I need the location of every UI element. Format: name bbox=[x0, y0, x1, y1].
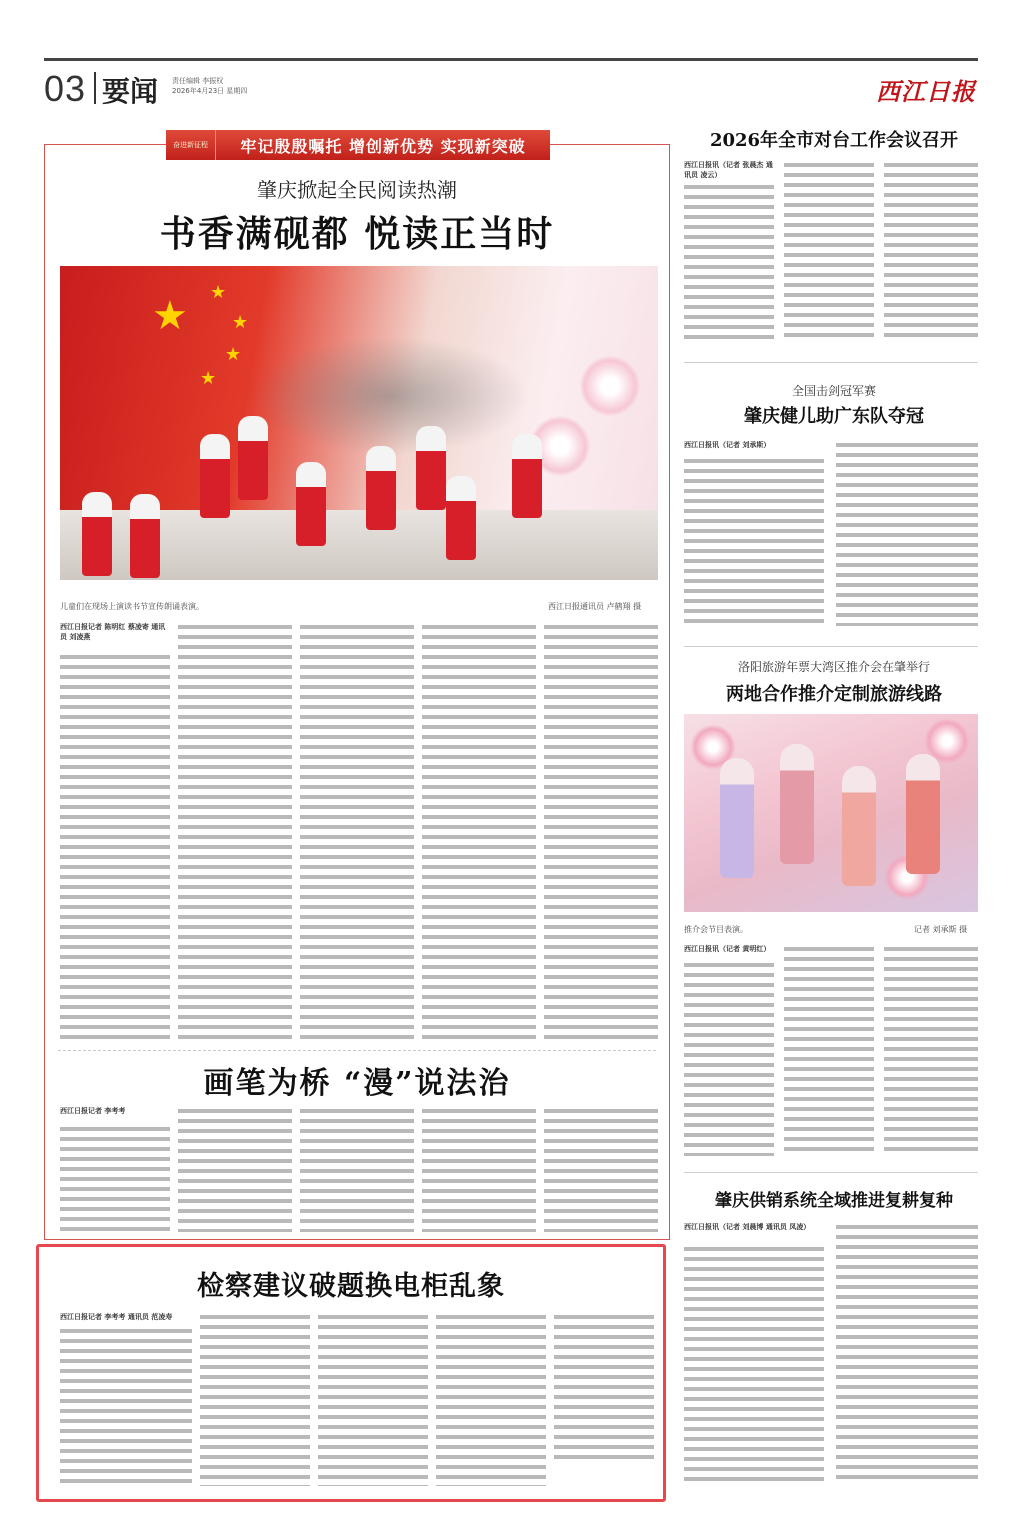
flag-star-icon: ★ bbox=[225, 344, 242, 365]
third-body-col-5 bbox=[554, 1312, 654, 1462]
second-byline: 西江日报记者 李考考 bbox=[60, 1107, 126, 1115]
right-story1-col-1 bbox=[684, 182, 774, 342]
second-body-col-5 bbox=[544, 1106, 658, 1232]
right-story4-col-1 bbox=[684, 1244, 824, 1484]
flag-star-icon: ★ bbox=[152, 293, 188, 339]
right-story4-headline[interactable]: 肇庆供销系统全域推进复耕复种 bbox=[715, 1191, 953, 1211]
performer bbox=[200, 434, 230, 518]
third-body-col-4 bbox=[436, 1312, 546, 1486]
right-divider bbox=[684, 646, 978, 647]
lead-body-col-1 bbox=[60, 652, 170, 1042]
second-body-col-4 bbox=[422, 1106, 536, 1232]
lead-byline: 西江日报记者 陈明红 蔡凌寄 通讯员 刘凌燕 bbox=[60, 623, 166, 641]
right-story3-col-1 bbox=[684, 960, 774, 1156]
performer bbox=[416, 426, 446, 510]
right-photo-caption: 推介会节目表演。 bbox=[684, 925, 748, 934]
right-story3-byline: 西江日报讯（记者 黄明红） bbox=[684, 945, 771, 953]
banner-tag: 奋进新征程 bbox=[166, 130, 216, 160]
third-headline[interactable]: 检察建议破题换电柜乱象 bbox=[197, 1271, 505, 1302]
right-story3-photo[interactable] bbox=[684, 714, 978, 912]
right-story3-headline[interactable]: 两地合作推介定制旅游线路 bbox=[726, 684, 942, 705]
right-story3-col-2 bbox=[784, 944, 874, 1156]
performer bbox=[82, 492, 112, 576]
second-body-col-2 bbox=[178, 1106, 292, 1232]
second-headline[interactable]: 画笔为桥 “漫”说法治 bbox=[203, 1066, 511, 1101]
right-story2-col-2 bbox=[836, 440, 978, 626]
performer bbox=[238, 416, 268, 500]
second-body-col-3 bbox=[300, 1106, 414, 1232]
right-photo-credit: 记者 刘承斯 摄 bbox=[914, 925, 968, 934]
right-story2-kicker: 全国击剑冠军赛 bbox=[791, 384, 876, 398]
third-body-col-1 bbox=[60, 1326, 192, 1486]
right-story2-col-1 bbox=[684, 456, 824, 626]
flag-star-icon: ★ bbox=[210, 282, 227, 303]
paper-logo: 西江日报 bbox=[876, 77, 976, 106]
third-body-col-2 bbox=[200, 1312, 310, 1486]
masthead-separator bbox=[94, 72, 96, 104]
performer bbox=[130, 494, 160, 578]
third-body-col-3 bbox=[318, 1312, 428, 1486]
performer bbox=[296, 462, 326, 546]
dancer bbox=[780, 744, 814, 864]
dancer bbox=[906, 754, 940, 874]
right-story2-headline[interactable]: 肇庆健儿助广东队夺冠 bbox=[744, 406, 924, 427]
right-story3-kicker: 洛阳旅游年票大湾区推介会在肇举行 bbox=[737, 660, 930, 674]
performer bbox=[512, 434, 542, 518]
right-divider bbox=[684, 1172, 978, 1173]
performer bbox=[446, 476, 476, 560]
photo-caption: 儿童们在现场上演读书节宣传朗诵表演。 bbox=[60, 602, 204, 611]
banner-text: 牢记殷殷嘱托 增创新优势 实现新突破 bbox=[240, 136, 526, 156]
right-story1-headline[interactable]: 2026年全市对台工作会议召开 bbox=[709, 130, 959, 151]
lead-headline[interactable]: 书香满砚都 悦读正当时 bbox=[159, 213, 555, 255]
right-divider bbox=[684, 362, 978, 363]
editor-info bbox=[172, 76, 247, 96]
section-name: 要闻 bbox=[102, 75, 159, 108]
right-story4-col-2 bbox=[836, 1222, 978, 1484]
dancer bbox=[842, 766, 876, 886]
photo-credit: 西江日报通讯员 卢鹤翔 摄 bbox=[548, 602, 642, 611]
right-story2-byline: 西江日报讯（记者 刘承斯） bbox=[684, 441, 771, 449]
page-number: 03 bbox=[44, 68, 87, 109]
lead-photo[interactable] bbox=[60, 266, 658, 580]
editor-line: 责任编辑 李振权 bbox=[172, 77, 224, 85]
story-divider bbox=[58, 1050, 656, 1051]
column-banner bbox=[166, 130, 550, 160]
flag-star-icon: ★ bbox=[200, 368, 217, 389]
flag-star-icon: ★ bbox=[232, 312, 249, 333]
performer bbox=[366, 446, 396, 530]
second-body-col-1 bbox=[60, 1124, 170, 1232]
right-story3-col-3 bbox=[884, 944, 978, 1156]
right-story4-byline: 西江日报讯（记者 刘晨博 通讯员 凤凌） bbox=[684, 1223, 811, 1231]
right-story1-byline: 西江日报讯（记者 张晨杰 通讯员 凌云） bbox=[684, 161, 773, 179]
lead-body-col-3 bbox=[300, 622, 414, 1042]
third-byline: 西江日报记者 李考考 通讯员 范凌寿 bbox=[60, 1313, 173, 1321]
lead-kicker: 肇庆掀起全民阅读热潮 bbox=[257, 178, 457, 202]
ink-landscape bbox=[250, 336, 530, 456]
lead-body-col-4 bbox=[422, 622, 536, 1042]
masthead-rule bbox=[44, 58, 978, 61]
right-story1-col-3 bbox=[884, 160, 978, 342]
right-story1-col-2 bbox=[784, 160, 874, 342]
dancer bbox=[720, 758, 754, 878]
lead-body-col-2 bbox=[178, 622, 292, 1042]
lead-body-col-5 bbox=[544, 622, 658, 1042]
date-line: 2026年4月23日 星期四 bbox=[172, 87, 248, 95]
decor-flower bbox=[580, 356, 640, 416]
